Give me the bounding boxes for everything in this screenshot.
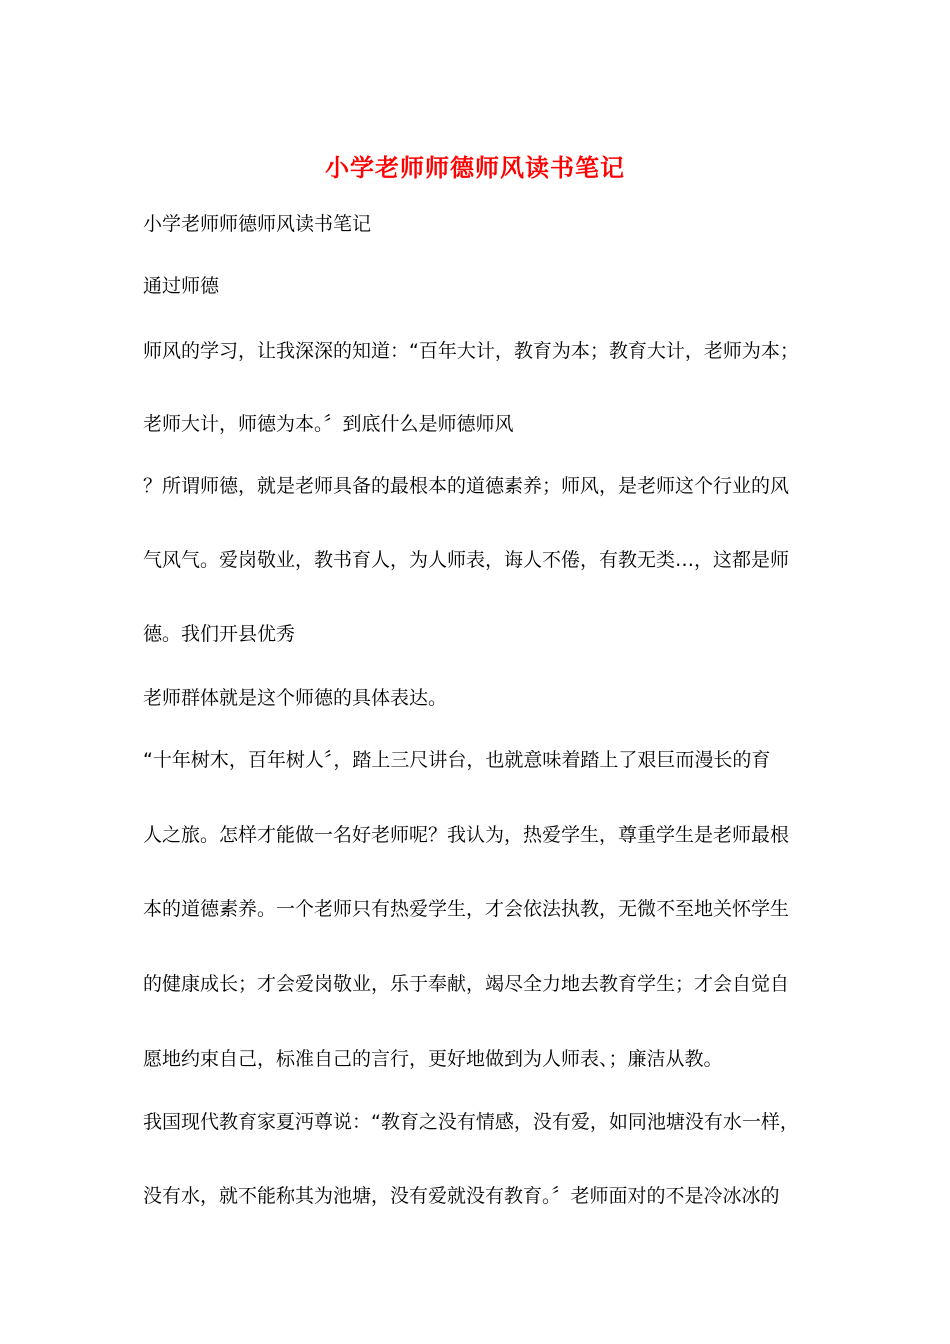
body-line: 德。我们开县优秀 [143, 623, 296, 645]
body-line: 没有水，就不能称其为池塘，没有爱就没有教育。〞老师面对的不是冷冰冰的 [143, 1185, 780, 1207]
body-line: 师风的学习，让我深深的知道：“百年大计，教育为本；教育大计，老师为本； [143, 340, 799, 362]
body-line: 通过师德 [143, 275, 220, 297]
body-line: 气风气。爱岗敬业，教书育人，为人师表，诲人不倦，有教无类…，这都是师 [143, 549, 790, 571]
body-line: 的健康成长；才会爱岗敬业，乐于奉献，竭尽全力地去教育学生；才会自觉自 [143, 973, 790, 995]
body-line: “十年树木，百年树人〞，踏上三尺讲台，也就意味着踏上了艰巨而漫长的育 [143, 749, 771, 771]
subtitle-line: 小学老师师德师风读书笔记 [143, 213, 372, 235]
body-line: 老师大计，师德为本。〞到底什么是师德师风 [143, 413, 514, 435]
body-line: 愿地约束自己，标准自己的言行，更好地做到为人师表、；廉洁从教。 [143, 1048, 723, 1070]
document-title: 小学老师师德师风读书笔记 [325, 153, 625, 182]
body-line: 我国现代教育家夏沔尊说：“教育之没有情感，没有爱，如同池塘没有水一样， [143, 1111, 799, 1133]
body-line: 本的道德素养。一个老师只有热爱学生，才会依法执教，无微不至地关怀学生 [143, 898, 790, 920]
body-line: 老师群体就是这个师德的具体表达。 [143, 687, 448, 709]
body-line: 人之旅。怎样才能做一名好老师呢？我认为，热爱学生，尊重学生是老师最根 [143, 824, 790, 846]
body-line: ？所谓师德，就是老师具备的最根本的道德素养；师风，是老师这个行业的风 [143, 475, 790, 497]
